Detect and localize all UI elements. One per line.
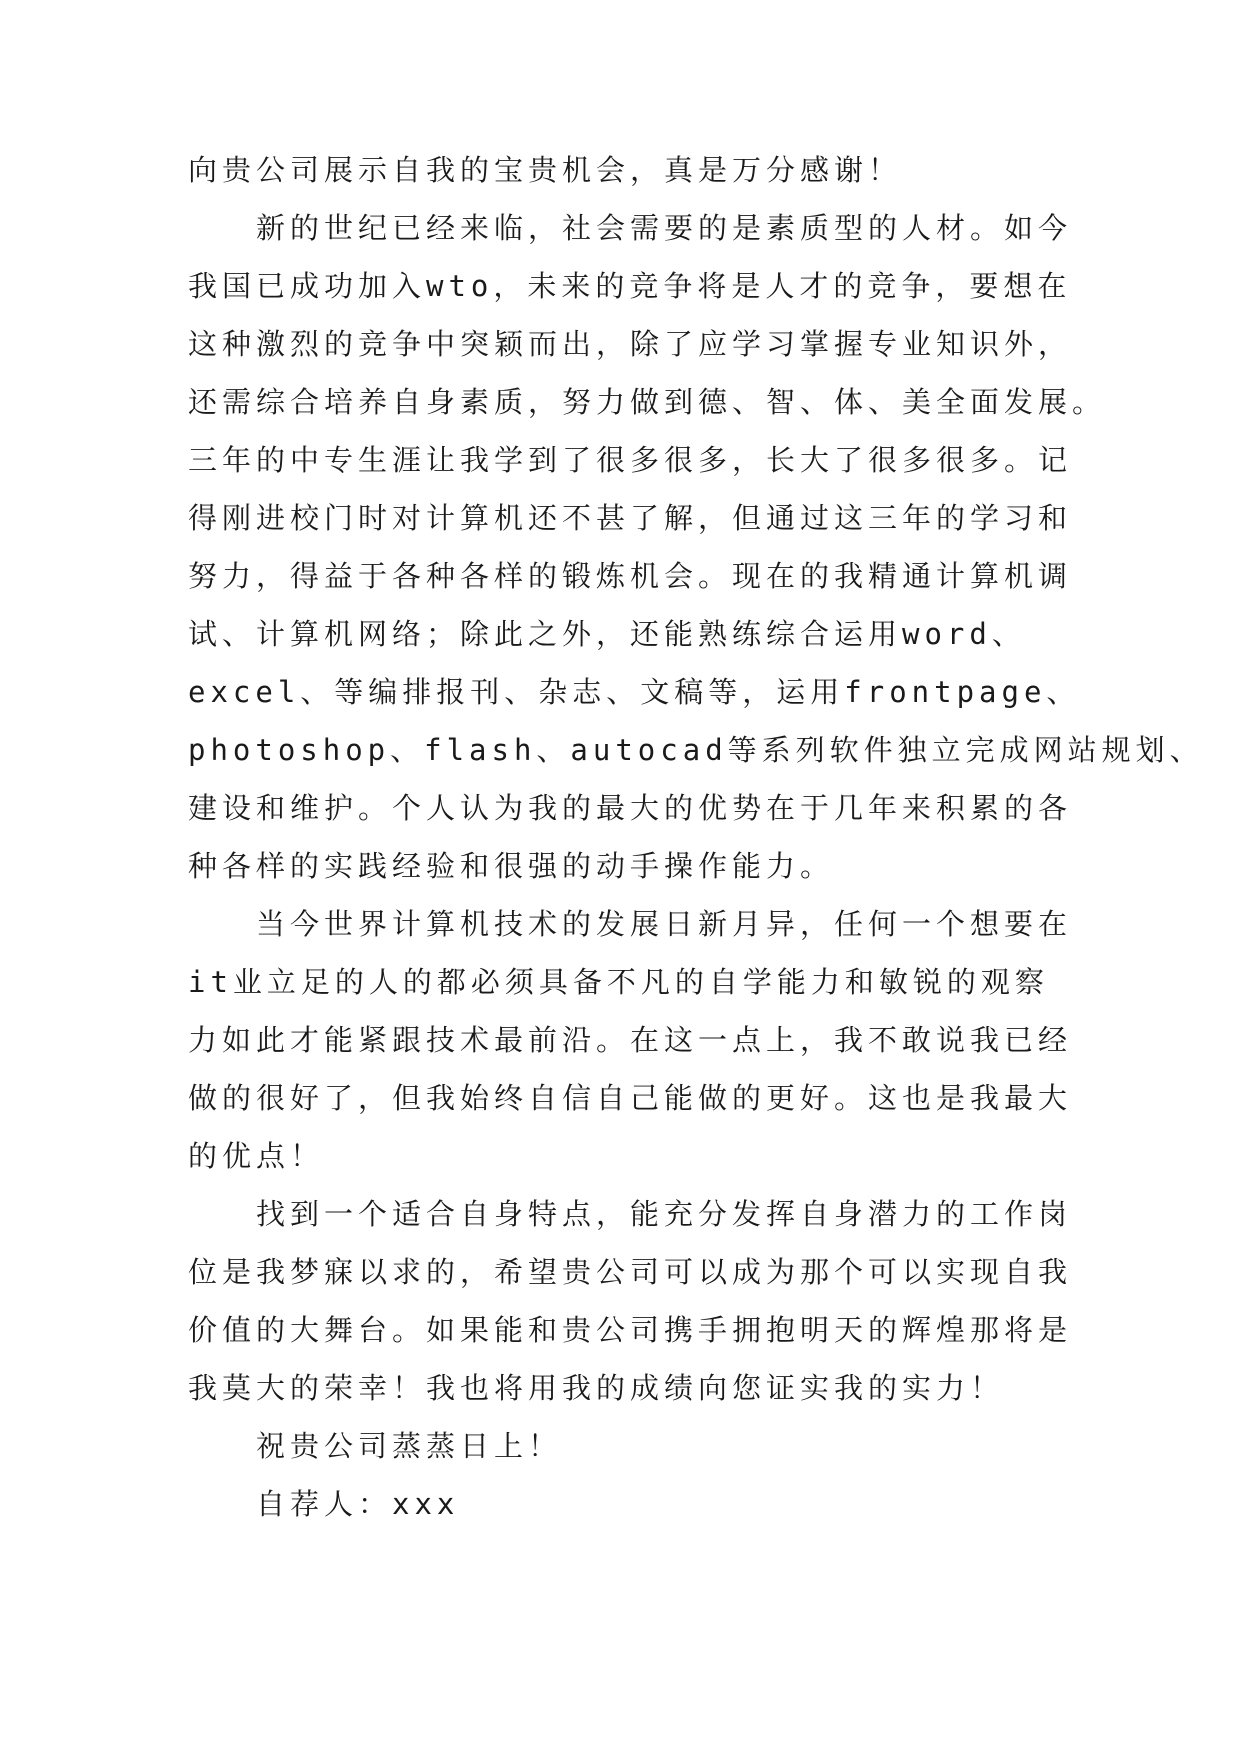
text-line: 三年的中专生涯让我学到了很多很多，长大了很多很多。记 xyxy=(188,443,1073,477)
text-line: photoshop、flash、autocad等系列软件独立完成网站规划、 xyxy=(188,733,1204,767)
text-line: 努力，得益于各种各样的锻炼机会。现在的我精通计算机调 xyxy=(188,559,1073,593)
text-line: 找到一个适合自身特点，能充分发挥自身潜力的工作岗 xyxy=(256,1197,1073,1231)
text-line: 种各样的实践经验和很强的动手操作能力。 xyxy=(188,849,835,883)
text-line: 还需综合培养自身素质，努力做到德、智、体、美全面发展。 xyxy=(188,385,1107,419)
text-line: 我国已成功加入wto，未来的竞争将是人才的竞争，要想在 xyxy=(188,269,1072,303)
text-line: 价值的大舞台。如果能和贵公司携手拥抱明天的辉煌那将是 xyxy=(188,1313,1073,1347)
text-line: it业立足的人的都必须具备不凡的自学能力和敏锐的观察 xyxy=(188,965,1049,999)
text-line: 建设和维护。个人认为我的最大的优势在于几年来积累的各 xyxy=(188,791,1073,825)
text-line: 得刚进校门时对计算机还不甚了解，但通过这三年的学习和 xyxy=(188,501,1073,535)
signature-line: 自荐人：xxx xyxy=(256,1487,460,1521)
text-line: 当今世界计算机技术的发展日新月异，任何一个想要在 xyxy=(256,907,1073,941)
text-line: 位是我梦寐以求的，希望贵公司可以成为那个可以实现自我 xyxy=(188,1255,1073,1289)
closing-line: 祝贵公司蒸蒸日上！ xyxy=(256,1429,563,1463)
text-line: 做的很好了，但我始终自信自己能做的更好。这也是我最大 xyxy=(188,1081,1073,1115)
text-line: 试、计算机网络；除此之外，还能熟练综合运用word、 xyxy=(188,617,1026,651)
text-line: 新的世纪已经来临，社会需要的是素质型的人材。如今 xyxy=(256,211,1073,245)
text-line: excel、等编排报刊、杂志、文稿等，运用frontpage、 xyxy=(188,675,1081,709)
text-line: 这种激烈的竞争中突颖而出，除了应学习掌握专业知识外， xyxy=(188,327,1073,361)
text-line: 的优点！ xyxy=(188,1139,325,1173)
text-line: 力如此才能紧跟技术最前沿。在这一点上，我不敢说我已经 xyxy=(188,1023,1073,1057)
text-line: 我莫大的荣幸！我也将用我的成绩向您证实我的实力！ xyxy=(188,1371,1005,1405)
text-line: 向贵公司展示自我的宝贵机会，真是万分感谢！ xyxy=(188,153,903,187)
